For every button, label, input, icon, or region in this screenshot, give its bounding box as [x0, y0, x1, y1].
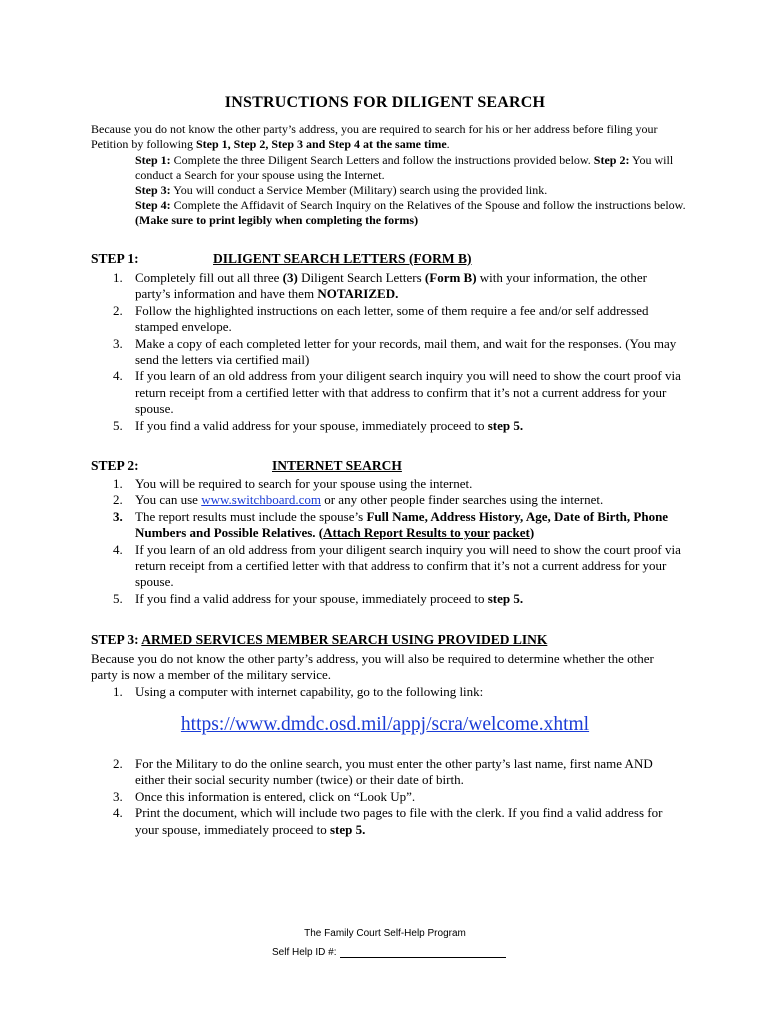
list-item — [91, 789, 681, 805]
list-number: 5. — [113, 417, 123, 433]
list-number: 3. — [113, 788, 123, 804]
intro-text: Because you do not know the other party’s address, you are required to search for his or her address before filing your Petition by following — [91, 122, 658, 151]
self-help-id-line — [340, 947, 506, 958]
item-text: If you find a valid address for your spouse, immediately proceed to — [135, 417, 488, 433]
item-text: Completely fill out all three — [135, 270, 283, 285]
item-bold: ) — [529, 525, 535, 541]
step1-heading — [91, 251, 691, 269]
item-text: You will be required to search for your spouse using the internet. — [135, 476, 473, 491]
list-number: 2. — [113, 302, 123, 318]
list-number: 4. — [113, 368, 123, 384]
item-text: Diligent Search Letters — [297, 270, 425, 285]
item-bold: (3) — [282, 270, 298, 285]
step3-paragraph: Because you do not know the other party’s address, you will also be required to determine whether the other party is now a member of the military service. — [91, 651, 654, 683]
list-item — [91, 418, 681, 434]
item-bold-underline: Attach Report Results to your — [323, 525, 490, 541]
item-text: Once this information is entered, click on “Look Up”. — [135, 788, 416, 804]
item-text: with your information, the other party’s information and have them — [135, 270, 647, 302]
item-bold: step 5. — [487, 417, 524, 433]
step1-label: STEP 1: — [91, 251, 139, 266]
self-help-id-label: Self Help ID #: — [272, 947, 337, 958]
step1-list — [91, 270, 681, 434]
item-bold: (Form B) — [424, 270, 477, 285]
item-text: Make a copy of each completed letter for your records, mail them, and wait for the responses. (You may send the letters via certified mail) — [135, 335, 677, 368]
item-bold: step 5. — [329, 821, 366, 837]
step1-title: DILIGENT SEARCH LETTERS (FORM B) — [213, 251, 472, 266]
step2-label: STEP 2: — [91, 458, 139, 473]
item-text: The report results must include the spouse’s — [135, 508, 367, 524]
item-bold: Full Name, Address History, Age, Date of Birth, Phone Numbers and Possible Relatives. ( — [135, 508, 669, 541]
item-text: Using a computer with internet capability, go to the following link: — [135, 684, 484, 699]
list-number: 1. — [113, 270, 123, 285]
intro-paragraph — [91, 122, 691, 152]
step3-label: STEP 3: — [91, 632, 142, 647]
list-item — [91, 805, 681, 838]
step3-summary-label: Step 3: — [135, 183, 171, 197]
step2-summary-label: Step 2: — [593, 153, 630, 167]
step4-summary-bold: (Make sure to print legibly when completing the forms) — [135, 213, 419, 227]
item-text: If you learn of an old address from your diligent search inquiry you will need to show the court proof via return receipt from a certified letter with that address to confirm that it’s not a current address for your spouse. — [135, 368, 681, 417]
step-summary-3 — [135, 183, 695, 198]
list-item — [91, 270, 681, 303]
step-summary-1-2 — [135, 153, 695, 183]
footer-program: The Family Court Self-Help Program — [304, 928, 466, 939]
list-number: 2. — [113, 756, 123, 771]
step-summary-4 — [135, 198, 695, 228]
list-item — [91, 336, 681, 369]
step1-summary-label: Step 1: — [135, 153, 171, 167]
item-text: You can use — [135, 492, 202, 508]
list-number: 5. — [113, 590, 123, 606]
list-number: 4. — [113, 805, 123, 821]
item-text: If you learn of an old address from your diligent search inquiry you will need to show the court proof via return receipt from a certified letter with that address to confirm that it’s not a current address for your spouse. — [135, 541, 681, 590]
page-title: INSTRUCTIONS FOR DILIGENT SEARCH — [224, 94, 546, 111]
list-item — [91, 509, 681, 542]
dmdc-scra-link[interactable]: https://www.dmdc.osd.mil/appj/scra/welcome.xhtml — [180, 714, 590, 735]
item-text: If you find a valid address for your spouse, immediately proceed to — [135, 590, 488, 606]
item-text: Follow the highlighted instructions on each letter, some of them require a fee and/or self addressed stamped envelope. — [135, 302, 649, 335]
step2-list — [91, 476, 681, 607]
intro-bold-steps: Step 1, Step 2, Step 3 and Step 4 at the same time — [196, 137, 447, 151]
item-bold-underline: packet — [492, 525, 530, 541]
step1-summary-text: Complete the three Diligent Search Letters and follow the instructions provided below. — [170, 153, 594, 167]
step2-heading — [91, 458, 691, 476]
list-item — [91, 591, 681, 607]
steps-summary — [135, 153, 695, 228]
list-item — [91, 492, 681, 508]
list-item — [91, 303, 681, 336]
step3-list-first — [91, 684, 681, 700]
step3-list-rest — [91, 756, 681, 838]
list-number: 2. — [113, 492, 123, 508]
switchboard-link[interactable]: www.switchboard.com — [201, 492, 321, 508]
list-item — [91, 684, 681, 700]
step3-summary-text: You will conduct a Service Member (Military) search using the provided link. — [170, 183, 548, 197]
list-number: 3. — [113, 335, 123, 351]
item-text: or any other people finder searches using the internet. — [320, 492, 604, 508]
list-item — [91, 756, 681, 789]
item-bold: step 5. — [487, 590, 524, 606]
list-number: 4. — [113, 541, 123, 557]
step3-heading — [91, 632, 691, 650]
intro-period: . — [446, 137, 450, 151]
footer-id-row — [272, 947, 506, 958]
step4-summary-label: Step 4: — [135, 198, 171, 212]
step2-title: INTERNET SEARCH — [272, 458, 402, 473]
list-number: 1. — [113, 684, 123, 699]
list-item — [91, 368, 681, 417]
step3-title: ARMED SERVICES MEMBER SEARCH USING PROVIDED LINK — [141, 632, 548, 647]
list-number: 3. — [113, 508, 123, 524]
item-text: For the Military to do the online search, you must enter the other party’s last name, first name AND either their social security number (twice) or their date of birth. — [135, 756, 653, 788]
list-item — [91, 476, 681, 492]
item-text: Print the document, which will include two pages to file with the clerk. If you find a valid address for your spouse, immediately proceed to — [135, 805, 663, 837]
list-number: 1. — [113, 476, 123, 491]
step4-summary-text: Complete the Affidavit of Search Inquiry on the Relatives of the Spouse and follow the instructions below. — [170, 198, 686, 212]
item-bold: NOTARIZED. — [317, 286, 399, 302]
step2-summary-text: You will conduct a Search for your spouse using the Internet. — [135, 153, 674, 182]
list-item — [91, 542, 681, 591]
